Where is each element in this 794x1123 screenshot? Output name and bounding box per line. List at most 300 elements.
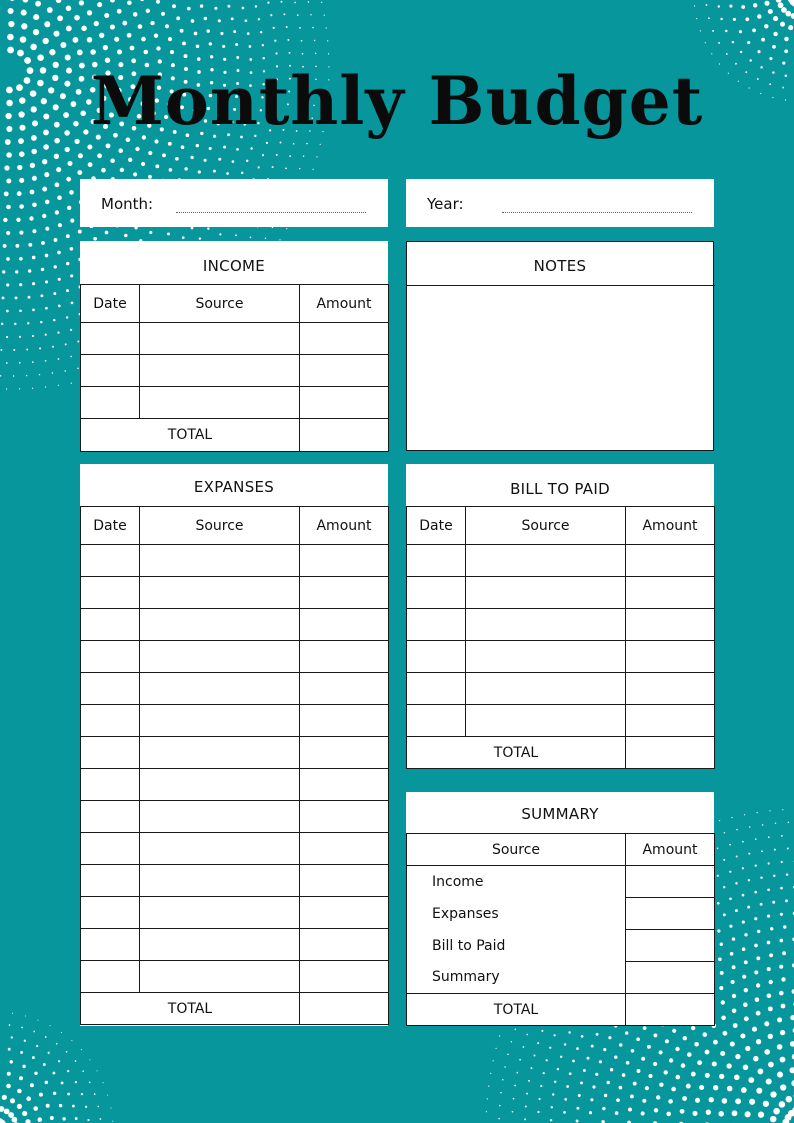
- dot: [595, 1073, 598, 1076]
- dot: [602, 1107, 605, 1110]
- dot: [275, 52, 277, 54]
- dot: [32, 388, 33, 389]
- dot: [528, 1080, 530, 1082]
- date-cell[interactable]: [407, 641, 466, 673]
- dot: [490, 1073, 491, 1074]
- dot: [220, 32, 223, 35]
- summary-amount-cell[interactable]: [626, 866, 715, 898]
- dot: [590, 1098, 593, 1101]
- dot: [81, 1093, 83, 1095]
- dot: [12, 1013, 13, 1014]
- dot: [626, 1061, 630, 1065]
- dot: [66, 289, 69, 292]
- date-cell[interactable]: [407, 545, 466, 577]
- month-input-line[interactable]: [176, 212, 366, 213]
- amount-cell[interactable]: [626, 641, 715, 673]
- dot: [99, 33, 104, 38]
- date-cell[interactable]: [81, 673, 140, 705]
- source-cell[interactable]: [140, 769, 300, 801]
- total-row: [407, 994, 715, 1026]
- dot: [743, 1002, 748, 1007]
- dot: [756, 983, 760, 987]
- dot: [735, 1054, 740, 1059]
- table-row: [81, 865, 389, 897]
- date-cell[interactable]: [81, 387, 140, 419]
- dot: [504, 1066, 505, 1067]
- dot: [726, 53, 728, 55]
- dot: [781, 835, 783, 837]
- total-amount-cell[interactable]: [626, 737, 715, 769]
- dot: [326, 27, 327, 28]
- dot: [57, 332, 59, 334]
- dot: [29, 216, 33, 220]
- dot: [285, 168, 287, 170]
- source-cell[interactable]: [140, 737, 300, 769]
- total-row: [81, 419, 389, 452]
- dot: [781, 7, 787, 13]
- dot: [101, 168, 106, 173]
- dot: [19, 283, 22, 286]
- dot: [770, 1116, 777, 1123]
- dot: [748, 853, 750, 855]
- dot: [37, 1020, 38, 1021]
- dot: [515, 1029, 516, 1030]
- source-cell[interactable]: [466, 705, 626, 737]
- date-cell[interactable]: [81, 833, 140, 865]
- dot: [62, 1117, 65, 1120]
- dot: [42, 214, 46, 218]
- summary-amount-cell[interactable]: [626, 962, 715, 994]
- date-cell[interactable]: [81, 577, 140, 609]
- amount-cell[interactable]: [300, 833, 389, 865]
- dot: [209, 147, 212, 150]
- dot: [25, 1119, 30, 1123]
- dot: [31, 149, 37, 155]
- dot: [9, 1024, 11, 1026]
- total-amount-cell[interactable]: [626, 994, 715, 1026]
- dot: [94, 1093, 96, 1095]
- dot: [87, 1119, 89, 1121]
- date-cell[interactable]: [81, 801, 140, 833]
- date-cell[interactable]: [81, 897, 140, 929]
- amount-cell[interactable]: [300, 705, 389, 737]
- dot: [37, 54, 44, 61]
- dot: [94, 21, 99, 26]
- summary-table: [406, 833, 715, 1026]
- dot: [675, 1047, 679, 1051]
- dot: [720, 18, 722, 20]
- dot: [773, 32, 777, 36]
- dot: [17, 50, 24, 57]
- summary-row: [407, 866, 715, 898]
- dot: [752, 1027, 757, 1032]
- dot: [328, 53, 329, 54]
- dot: [614, 1056, 617, 1059]
- dot: [743, 1065, 749, 1071]
- amount-cell[interactable]: [300, 737, 389, 769]
- dot: [32, 335, 34, 337]
- dot: [727, 1086, 733, 1092]
- date-cell[interactable]: [81, 705, 140, 737]
- dot: [768, 1062, 774, 1068]
- amount-cell[interactable]: [300, 609, 389, 641]
- amount-cell[interactable]: [300, 545, 389, 577]
- dot: [694, 5, 695, 6]
- source-cell[interactable]: [466, 577, 626, 609]
- dot: [58, 1060, 60, 1062]
- dot: [633, 1082, 637, 1086]
- dot: [247, 32, 250, 35]
- dot: [66, 1051, 68, 1053]
- date-cell[interactable]: [81, 865, 140, 897]
- dot: [54, 154, 59, 159]
- table-row: [81, 609, 389, 641]
- dot: [242, 7, 245, 10]
- dot: [17, 1089, 22, 1094]
- year-field[interactable]: [406, 179, 714, 227]
- dot: [615, 1111, 619, 1115]
- amount-cell[interactable]: [626, 545, 715, 577]
- dot: [0, 349, 2, 351]
- header-row: [81, 285, 389, 323]
- dot: [643, 1026, 647, 1030]
- dot: [78, 230, 82, 234]
- dot: [170, 50, 174, 54]
- total-amount-cell[interactable]: [300, 993, 389, 1025]
- dot: [19, 151, 25, 157]
- dot: [733, 1023, 738, 1028]
- dot: [761, 38, 765, 42]
- dot: [549, 1047, 551, 1049]
- dot: [103, 45, 108, 50]
- source-cell[interactable]: [140, 961, 300, 993]
- source-cell[interactable]: [140, 673, 300, 705]
- dot: [65, 54, 71, 60]
- source-cell[interactable]: [140, 801, 300, 833]
- dot: [749, 826, 750, 827]
- amount-cell[interactable]: [300, 673, 389, 705]
- table-row: [81, 641, 389, 673]
- dot: [52, 1072, 55, 1075]
- source-cell[interactable]: [140, 897, 300, 929]
- source-cell[interactable]: [466, 545, 626, 577]
- dot: [763, 1101, 769, 1107]
- dot: [320, 144, 321, 145]
- dot: [198, 170, 201, 173]
- dot: [78, 153, 83, 158]
- source-cell[interactable]: [140, 577, 300, 609]
- dot: [563, 1111, 566, 1114]
- dot: [616, 1098, 620, 1102]
- dot: [773, 1108, 780, 1115]
- expanses-heading: EXPANSES: [193, 478, 275, 496]
- table-row: [81, 387, 389, 419]
- dot: [731, 980, 735, 984]
- dot: [6, 310, 9, 313]
- dot: [495, 1048, 496, 1049]
- dot: [262, 57, 264, 59]
- amount-cell[interactable]: [300, 929, 389, 961]
- dot: [12, 1117, 18, 1123]
- amount-cell[interactable]: [300, 641, 389, 673]
- dot: [110, 0, 115, 3]
- dot: [779, 965, 783, 969]
- dot: [71, 302, 74, 305]
- total-label: TOTAL: [81, 419, 300, 452]
- dot: [686, 1084, 691, 1089]
- dot: [576, 1047, 579, 1050]
- dot: [165, 24, 169, 28]
- date-cell[interactable]: [407, 577, 466, 609]
- dot: [58, 223, 62, 227]
- dot: [637, 1069, 641, 1073]
- dot: [724, 832, 725, 833]
- amount-column-header: Amount: [626, 507, 715, 545]
- dot: [117, 49, 122, 54]
- source-cell[interactable]: [140, 865, 300, 897]
- dot: [156, 46, 160, 50]
- dot: [324, 14, 325, 15]
- date-cell[interactable]: [407, 673, 466, 705]
- dot: [17, 191, 22, 196]
- source-cell[interactable]: [466, 673, 626, 705]
- dot: [729, 925, 732, 928]
- dot: [235, 234, 237, 236]
- date-cell[interactable]: [81, 929, 140, 961]
- dot: [767, 915, 770, 918]
- dot: [75, 1081, 77, 1083]
- dot: [647, 1045, 651, 1049]
- amount-cell[interactable]: [300, 961, 389, 993]
- date-cell[interactable]: [81, 323, 140, 355]
- dot: [769, 953, 773, 957]
- dot: [54, 265, 57, 268]
- dot: [786, 873, 788, 875]
- source-column-header: Source: [140, 285, 300, 323]
- dot: [286, 26, 288, 28]
- dot: [112, 1121, 113, 1122]
- summary-heading: SUMMARY: [521, 805, 599, 823]
- source-cell[interactable]: [140, 545, 300, 577]
- dot: [281, 1, 283, 3]
- date-cell[interactable]: [81, 609, 140, 641]
- dot: [162, 153, 166, 157]
- dot: [2, 296, 5, 299]
- date-cell[interactable]: [407, 609, 466, 641]
- source-cell[interactable]: [466, 609, 626, 641]
- amount-column-header: Amount: [300, 285, 389, 323]
- dot: [184, 167, 187, 170]
- dot: [118, 148, 123, 153]
- dot: [572, 1060, 575, 1063]
- dot: [58, 278, 61, 281]
- total-row: [81, 993, 389, 1025]
- dot: [717, 902, 720, 905]
- dot: [39, 347, 41, 349]
- date-cell[interactable]: [81, 545, 140, 577]
- notes-area[interactable]: [407, 285, 715, 451]
- dot: [777, 1044, 783, 1050]
- dot: [196, 144, 199, 147]
- source-column-header: Source: [466, 507, 626, 545]
- dot: [19, 204, 24, 209]
- dot: [569, 1072, 572, 1075]
- dot: [267, 1, 269, 3]
- dot: [718, 42, 720, 44]
- dot: [236, 56, 239, 59]
- dot: [175, 157, 179, 161]
- dot: [43, 1063, 46, 1066]
- bill-section: [406, 464, 714, 769]
- dot: [744, 1016, 749, 1021]
- amount-cell[interactable]: [300, 577, 389, 609]
- amount-cell[interactable]: [626, 609, 715, 641]
- date-cell[interactable]: [81, 961, 140, 993]
- dot: [767, 993, 772, 998]
- dot: [769, 810, 770, 811]
- amount-cell[interactable]: [300, 769, 389, 801]
- dot: [316, 156, 317, 157]
- dot: [127, 0, 132, 5]
- amount-cell[interactable]: [300, 355, 389, 387]
- table-row: [81, 545, 389, 577]
- dot: [552, 1093, 554, 1095]
- year-label: Year:: [427, 195, 464, 213]
- month-field[interactable]: [80, 179, 388, 227]
- dot: [717, 848, 719, 850]
- date-cell[interactable]: [407, 705, 466, 737]
- dot: [47, 7, 53, 13]
- dot: [72, 1105, 75, 1108]
- dot: [641, 1057, 645, 1061]
- dot: [550, 1119, 552, 1121]
- dot: [780, 887, 783, 890]
- total-label: TOTAL: [81, 993, 300, 1025]
- dot: [172, 4, 176, 8]
- dot: [70, 274, 73, 277]
- source-cell[interactable]: [466, 641, 626, 673]
- dot: [301, 40, 303, 42]
- amount-cell[interactable]: [626, 577, 715, 609]
- dot: [133, 12, 138, 17]
- amount-cell[interactable]: [300, 801, 389, 833]
- dot: [6, 205, 11, 210]
- dot: [500, 1092, 501, 1093]
- dot: [49, 49, 55, 55]
- dot: [70, 247, 74, 251]
- dot: [645, 1086, 649, 1090]
- dot: [6, 1084, 11, 1089]
- dot: [25, 1015, 26, 1016]
- dot: [659, 1050, 663, 1054]
- dot: [781, 1004, 786, 1009]
- header-row: [407, 507, 715, 545]
- source-cell[interactable]: [140, 929, 300, 961]
- source-cell[interactable]: [140, 355, 300, 387]
- source-cell[interactable]: [140, 323, 300, 355]
- table-row: [81, 897, 389, 929]
- source-cell[interactable]: [140, 387, 300, 419]
- amount-cell[interactable]: [626, 673, 715, 705]
- summary-amount-cell[interactable]: [626, 898, 715, 930]
- total-amount-cell[interactable]: [300, 419, 389, 452]
- dot: [720, 971, 724, 975]
- dot: [28, 243, 32, 247]
- dot: [315, 53, 316, 54]
- table-row: [81, 355, 389, 387]
- dot: [513, 1098, 515, 1100]
- dot: [742, 841, 744, 843]
- dot: [274, 40, 276, 42]
- date-cell[interactable]: [81, 769, 140, 801]
- dot: [28, 296, 31, 299]
- source-cell[interactable]: [140, 833, 300, 865]
- dot: [21, 1027, 23, 1029]
- dot: [77, 170, 82, 175]
- dot: [258, 166, 260, 168]
- dot: [54, 238, 58, 242]
- amount-column-header: Amount: [300, 507, 389, 545]
- source-cell[interactable]: [140, 609, 300, 641]
- dot: [13, 349, 15, 351]
- amount-cell[interactable]: [626, 705, 715, 737]
- dot: [779, 939, 783, 943]
- summary-amount-cell[interactable]: [626, 930, 715, 962]
- dot: [524, 1118, 526, 1120]
- amount-cell[interactable]: [300, 387, 389, 419]
- dot: [785, 11, 791, 17]
- dot: [723, 886, 725, 888]
- source-cell[interactable]: [140, 641, 300, 673]
- date-cell[interactable]: [81, 355, 140, 387]
- dot: [747, 41, 750, 44]
- dot: [736, 829, 737, 830]
- dot: [204, 159, 207, 162]
- amount-cell[interactable]: [300, 323, 389, 355]
- dot: [30, 190, 35, 195]
- dot: [755, 997, 760, 1002]
- dot: [511, 1041, 512, 1042]
- source-cell[interactable]: [140, 705, 300, 737]
- dot: [740, 51, 742, 53]
- summary-item-label: Summary: [407, 962, 626, 994]
- dot: [27, 322, 29, 324]
- dot: [591, 1045, 594, 1048]
- dot: [93, 237, 97, 241]
- date-cell[interactable]: [81, 737, 140, 769]
- dot: [8, 1048, 11, 1051]
- dot: [20, 36, 27, 43]
- dot: [756, 1039, 761, 1044]
- dot: [742, 921, 745, 924]
- dot: [219, 233, 221, 235]
- dot: [776, 0, 782, 3]
- dot: [262, 44, 264, 46]
- date-cell[interactable]: [81, 641, 140, 673]
- dot: [197, 57, 201, 61]
- dot: [270, 14, 272, 16]
- dot: [748, 879, 750, 881]
- year-input-line[interactable]: [502, 212, 692, 213]
- table-row: [81, 673, 389, 705]
- dot: [775, 823, 776, 824]
- amount-cell[interactable]: [300, 897, 389, 929]
- dot: [33, 1031, 35, 1033]
- dot: [97, 1106, 99, 1108]
- dot: [176, 16, 180, 20]
- amount-cell[interactable]: [300, 865, 389, 897]
- dot: [66, 6, 72, 12]
